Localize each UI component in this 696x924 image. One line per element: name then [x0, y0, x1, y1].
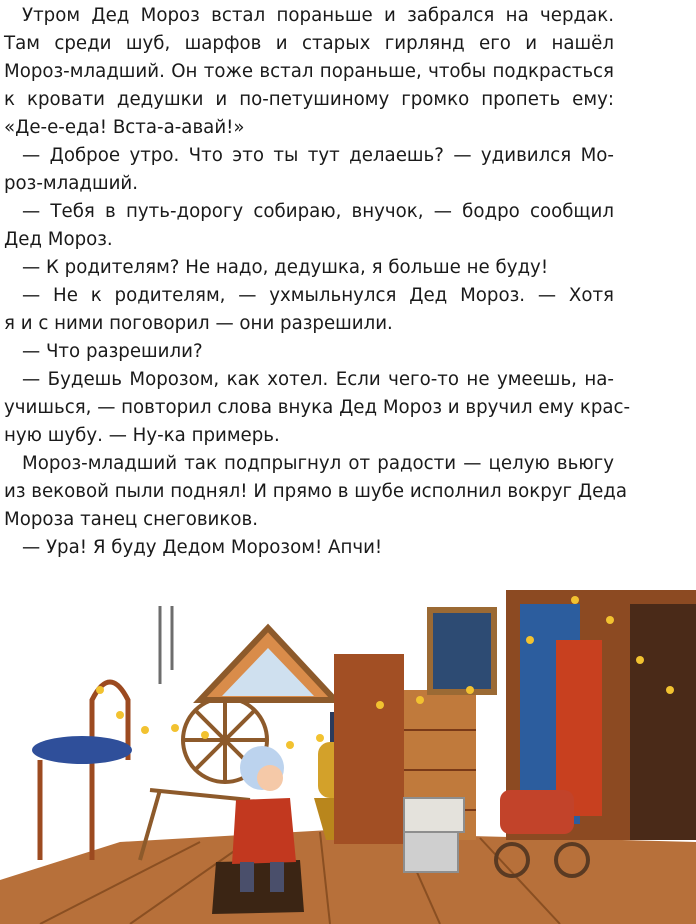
chair-seat [32, 736, 132, 764]
hanging-keys [160, 606, 172, 684]
attic-illustration [0, 560, 696, 924]
wooden-floor [0, 830, 696, 924]
text-line: — Не к родителям, — ухмыльнулся Дед Мороз. — Хотя [22, 285, 614, 306]
text-line: к кровати дедушки и по-петушиному громко пропеть ему: [4, 89, 614, 110]
text-line: из вековой пыли поднял! И прямо в шубе исполнил вокруг Деда [4, 481, 628, 502]
text-line: — Что разрешили? [22, 341, 203, 362]
cabinet [334, 654, 404, 844]
text-line: Мороза танец снеговиков. [4, 509, 258, 530]
text-line: Дед Мороз. [4, 229, 113, 250]
text-line: Там среди шуб, шарфов и старых гирлянд его и нашёл [4, 33, 614, 54]
mirror [430, 610, 494, 692]
text-line: Мороз-младший так подпрыгнул от радости — целую вьюгу [22, 453, 614, 474]
text-line: — К родителям? Не надо, дедушка, я больше не буду! [22, 257, 549, 278]
trapdoor [212, 860, 304, 914]
text-line: ную шубу. — Ну-ка примерь. [4, 425, 280, 446]
text-line: — Будешь Морозом, как хотел. Если чего-то не умеешь, на- [22, 369, 614, 390]
box [404, 798, 464, 832]
text-line: роз-младший. [4, 173, 139, 194]
text-line: Мороз-младший. Он тоже встал пораньше, чтобы подкрасться [4, 61, 614, 82]
text-line: — Ура! Я буду Дедом Морозом! Апчи! [22, 537, 383, 558]
text-line: «Де-е-еда! Вста-а-авай!» [4, 117, 245, 138]
text-line: — Доброе утро. Что это ты тут делаешь? — удивился Мо- [22, 145, 614, 166]
chair [40, 682, 128, 860]
text-line: учишься, — повторил слова внука Дед Мороз и вручил ему крас- [4, 397, 631, 418]
text-line: Утром Дед Мороз встал пораньше и забрался на чердак. [22, 5, 614, 26]
text-line: — Тебя в путь-дорогу собираю, внучок, — бодро сообщил [22, 201, 614, 222]
text-line: я и с ними поговорил — они разрешили. [4, 313, 393, 334]
